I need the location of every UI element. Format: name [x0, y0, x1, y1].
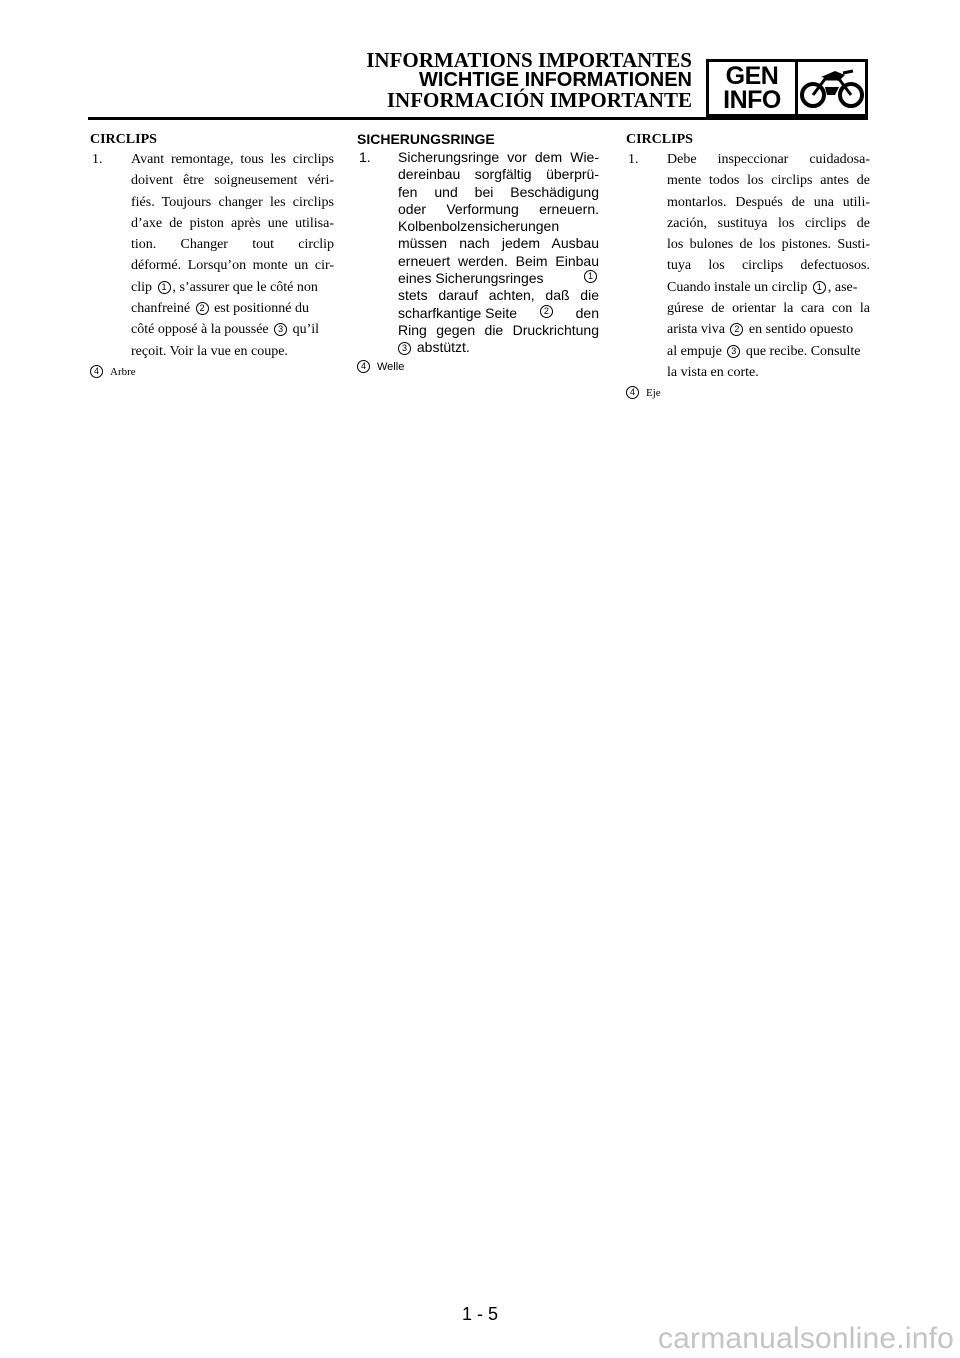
page-number: 1 - 5: [461, 1304, 499, 1324]
text-line: Ring gegen die Druckrichtung: [398, 321, 599, 338]
text-line: reçoit. Voir la vue en coupe.: [131, 343, 288, 359]
text-line: tion. Changer tout circlip: [131, 237, 334, 253]
text-line: 3 abstützt.: [398, 339, 599, 356]
text-line: côté opposé à la poussée 3 qu’il: [131, 322, 320, 338]
text-line: chanfreiné 2 est positionné du: [131, 301, 309, 317]
header-rule: [88, 117, 868, 120]
note-es: 4 Eje: [626, 386, 870, 400]
callout-marker-3: 3: [727, 345, 740, 358]
note-fr: 4 Arbre: [90, 365, 334, 379]
callout-marker-4: 4: [90, 365, 103, 378]
text-line: arista viva 2 en sentido opuesto: [667, 322, 854, 338]
text-line: oder Verformung erneuern.: [398, 200, 599, 217]
callout-marker-1: 1: [584, 270, 597, 283]
text-line: la vista en corte.: [667, 364, 759, 380]
text-line: dereinbau sorgfältig überprü-: [398, 166, 599, 183]
badge-text: [709, 62, 798, 114]
item-number: 1.: [359, 149, 371, 165]
text-line: mente todos los circlips antes de: [667, 173, 870, 189]
text-line: Kolbenbolzensicherungen: [398, 218, 560, 235]
list-item-fr: [90, 149, 334, 362]
title-fr: INFORMATIONS IMPORTANTES: [366, 48, 692, 72]
callout-marker-2: 2: [196, 302, 209, 315]
column-es: [626, 131, 870, 400]
text-line: müssen nach jedem Ausbau: [398, 235, 599, 252]
item-number: 1.: [92, 152, 103, 167]
text-line: clip 1 , s’assurer que le côté non: [131, 279, 318, 295]
section-title-es: CIRCLIPS: [626, 132, 693, 147]
gen-info-badge: [706, 59, 868, 117]
callout-marker-2: 2: [730, 323, 743, 336]
text-line: Cuando instale un circlip 1 , ase-: [667, 279, 858, 295]
title-es: INFORMACIÓN IMPORTANTE: [386, 88, 692, 112]
list-item-es: [626, 149, 870, 383]
section-title-fr: CIRCLIPS: [90, 132, 157, 147]
note-de: 4 Welle: [357, 360, 599, 374]
text-line: los bulones de los pistones. Susti-: [667, 237, 870, 253]
callout-marker-1: 1: [158, 281, 171, 294]
text-line: Debe inspeccionar cuidadosa-: [667, 152, 870, 167]
text-line: erneuert werden. Beim Einbau: [398, 252, 599, 269]
callout-marker-1: 1: [813, 281, 826, 294]
text-line: Sicherungsringe vor dem Wie-: [398, 149, 599, 165]
motorcycle-icon: [798, 62, 865, 114]
list-item-de: [357, 149, 599, 357]
text-line: scharfkantige Seite 2 den: [398, 304, 599, 321]
column-de: [357, 131, 599, 374]
text-line: stets darauf achten, daß die: [398, 287, 599, 304]
badge-line-info: INFO: [723, 86, 781, 114]
text-line: gúrese de orientar la cara con la: [667, 301, 870, 317]
badge-line-gen: GEN: [725, 62, 779, 90]
callout-marker-3: 3: [274, 323, 287, 336]
header-titles: [366, 50, 692, 110]
callout-marker-2: 2: [540, 305, 553, 318]
text-line: zación, sustituya los circlips de: [667, 215, 870, 231]
watermark: carmanualsonline.info: [657, 1322, 954, 1355]
text-line: déformé. Lorsqu’on monte un cir-: [131, 258, 334, 274]
callout-marker-4: 4: [626, 386, 639, 399]
text-line: fen und bei Beschädigung: [398, 183, 599, 200]
column-fr: [90, 131, 334, 379]
text-line: fiés. Toujours changer les circlips: [131, 194, 334, 210]
section-title-de: SICHERUNGSRINGE: [357, 131, 495, 147]
text-line: doivent être soigneusement véri-: [131, 173, 334, 189]
callout-marker-4: 4: [357, 360, 370, 373]
callout-marker-3: 3: [398, 342, 411, 355]
text-line: d’axe de piston après une utilisa-: [131, 215, 334, 231]
text-line: tuya los circlips defectuosos.: [667, 258, 870, 274]
text-line: montarlos. Después de una utili-: [667, 194, 870, 210]
text-line: Avant remontage, tous les circlips: [131, 152, 334, 167]
text-line: al empuje 3 que recibe. Consulte: [667, 343, 861, 359]
title-de: WICHTIGE INFORMATIONEN: [419, 69, 692, 91]
text-line: eines Sicherungsringes 1: [398, 270, 599, 287]
item-number: 1.: [628, 152, 639, 167]
